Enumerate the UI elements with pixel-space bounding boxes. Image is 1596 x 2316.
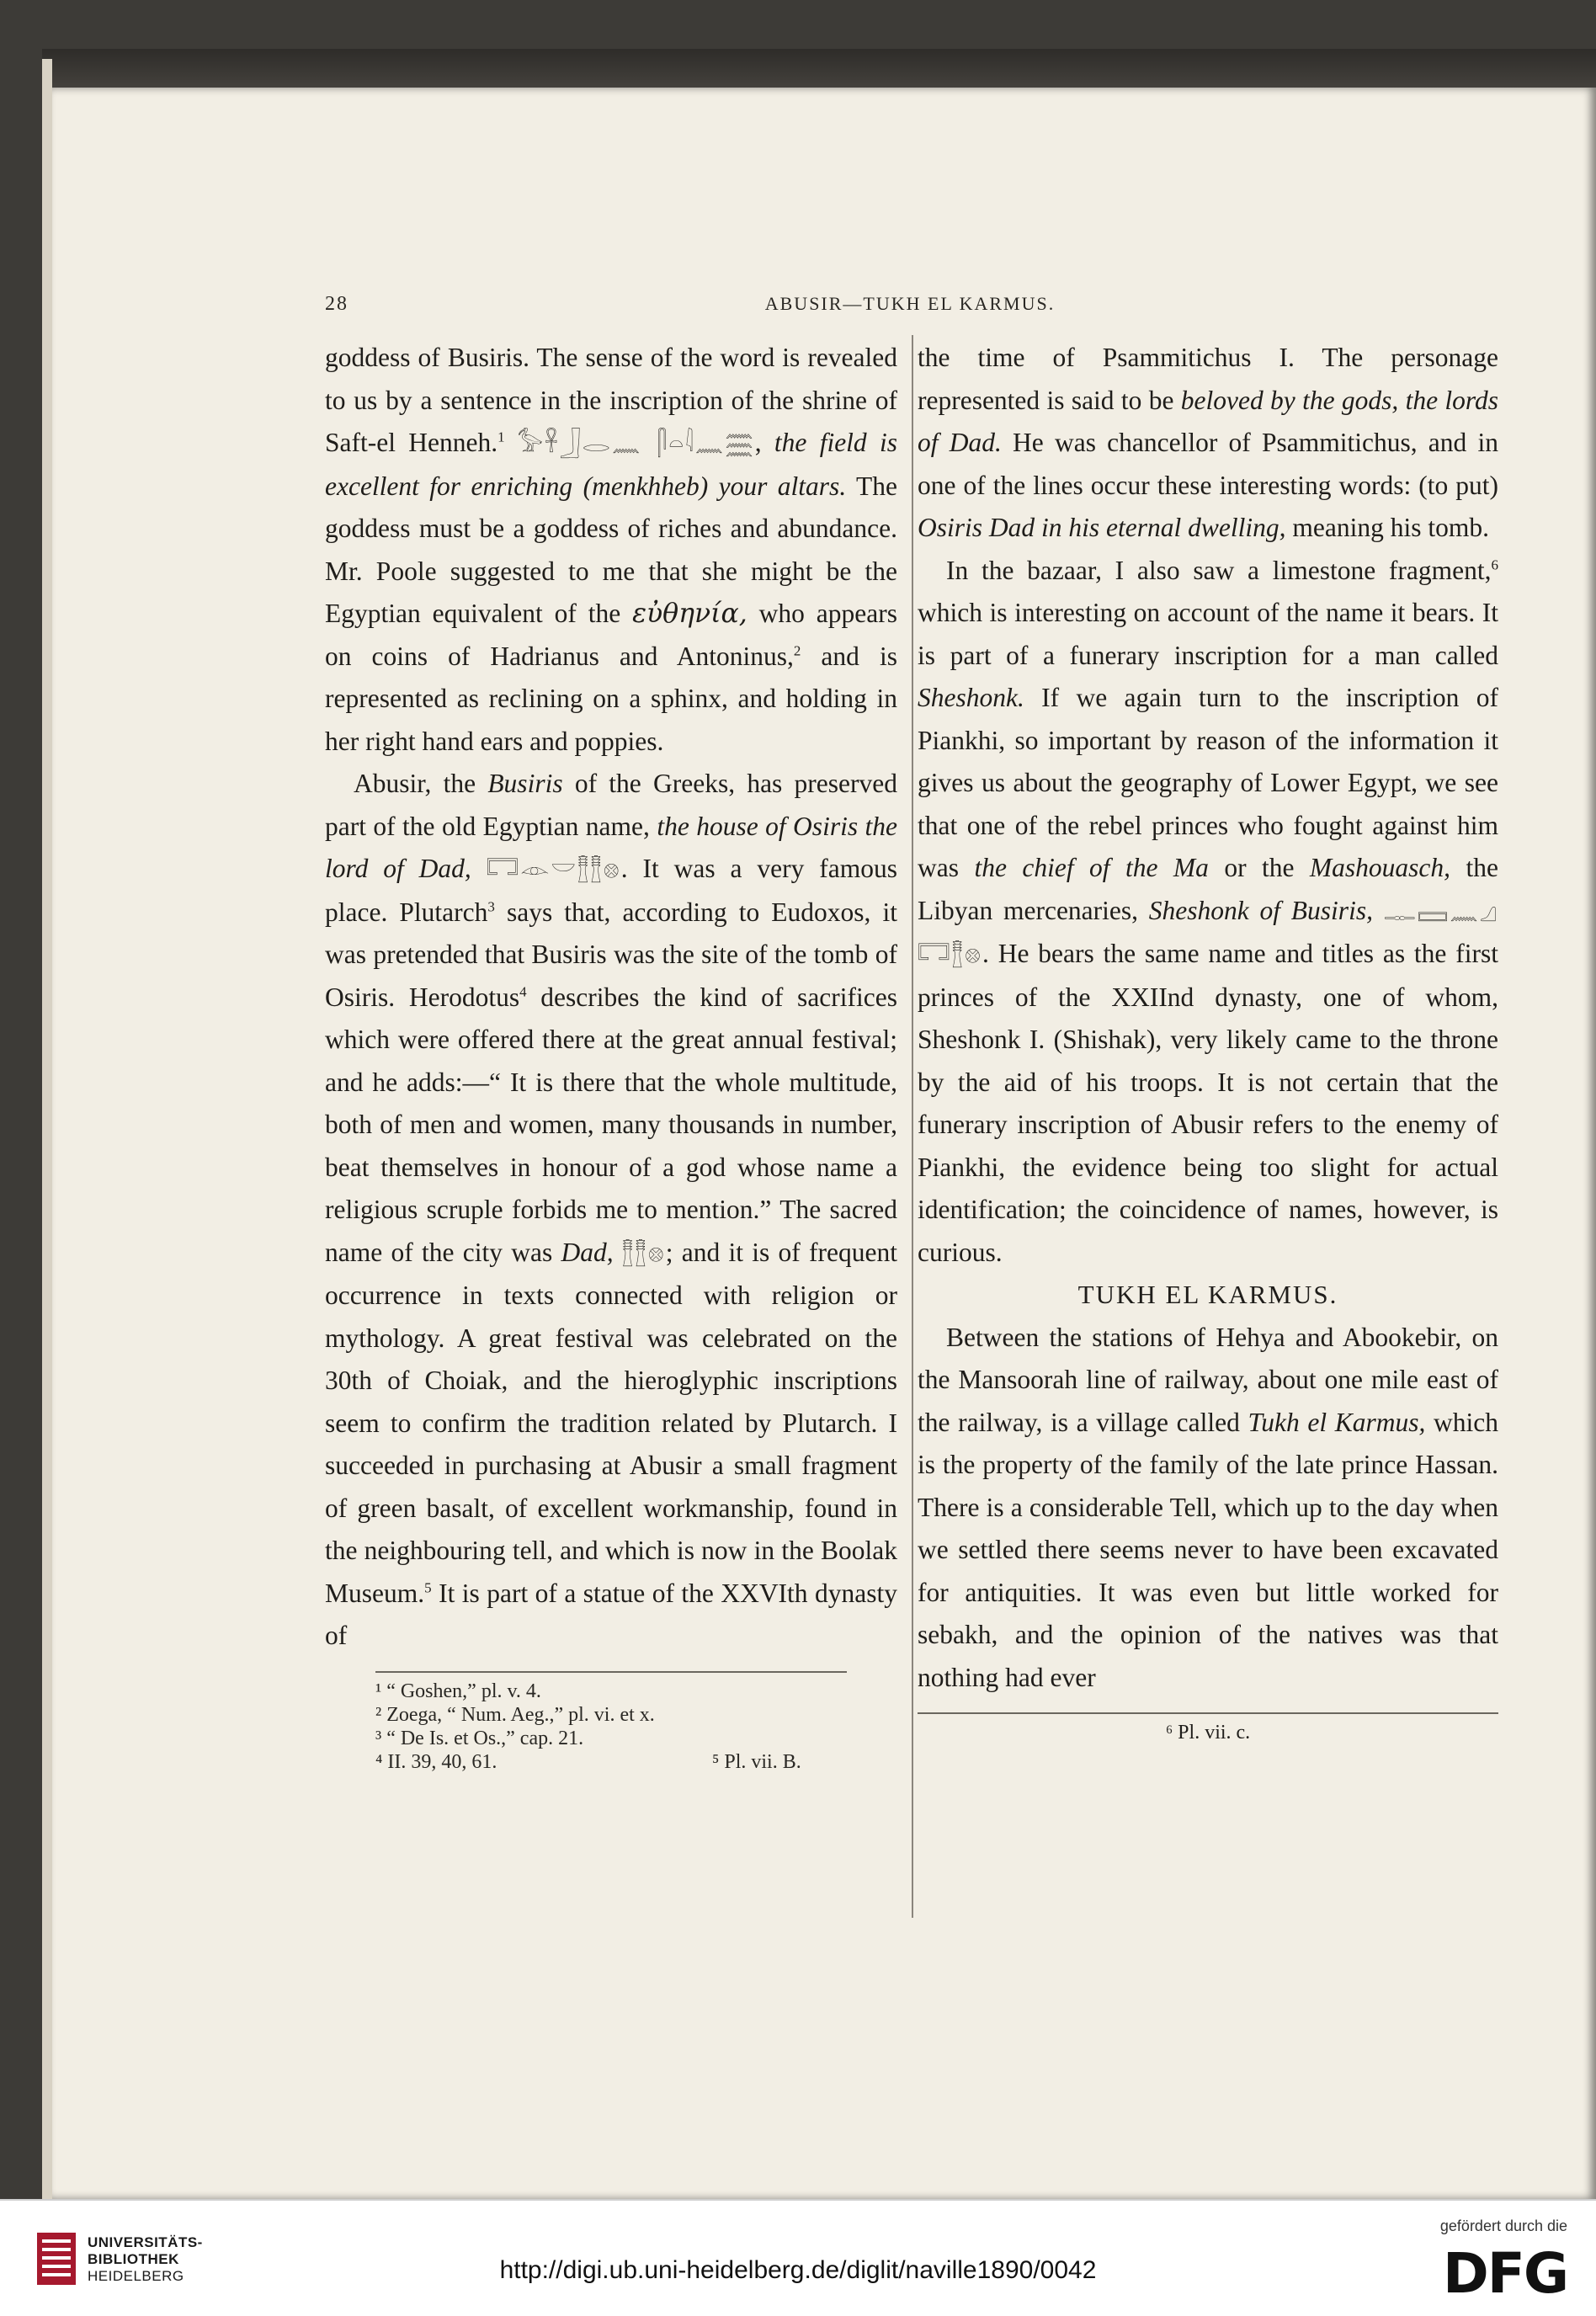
footnote-2: ² Zoega, “ Num. Aeg.,” pl. vi. et x. [375,1703,655,1726]
hieroglyph-inscription: 𓉐𓁹𓎟𓊽𓊽𓊖 [486,855,621,883]
right-column [918,337,1498,1744]
running-title: ABUSIR—TUKH EL KARMUS. [764,293,1056,314]
footnote-ref: 6 [1491,556,1498,572]
viewer-footer [0,2199,1596,2316]
footnote-rule [375,1671,847,1673]
left-paragraph-2: Abusir, the Busiris of the Greeks, has preserved part of the old Egyptian name, the house of Osiris the lord of Dad, 𓉐𓁹𓎟𓊽𓊽𓊖. It was a very famous place. Plutarch$^3$ says that, according to Eudoxos, it was pretended that Busiris was the site of the tomb of Osiris. Herodotus$^4$ describes the kind of sacrifices which were offered there at the great annual festival; and he adds:—“ It is there that the whole multitude, both of men and women, many thousands in number, beat themselves in honour of a god whose name a religious scruple forbids me to mention.” The sacred name of the city was Dad, 𓊽𓊽𓊖; and it is of frequent occurrence in texts connected with religion or mythology. A great festival was celebrated on the 30th of Choiak, and the hieroglyphic inscriptions seem to confirm the tradition related by Plutarch. I succeeded in purchasing at Abusir a small fragment of green basalt, of excellent workmanship, found in the neighbouring tell, and which is now in the Boolak Museum.$^5$ It is part of a statue of the XXVIth dynasty of [325,769,897,1650]
right-paragraph-2: In the bazaar, I also saw a limestone fragment,$^6$ which is interesting on account of the name it bears. It is part of a funerary inscription for a man called Sheshonk. If we again turn to the inscription of Piankhi, so important by reason of the information it gives us about the geography of Lower Egypt, we see that one of the rebel princes who fought against him was the chief of the Ma or the Mashouasch, the Libyan mercenaries, Sheshonk of Busiris, 𓊃𓈙𓈖𓈎 𓉐𓊽𓊖. He bears the same name and titles as the first princes of the XXIInd dynasty, one of whom, Sheshonk I. (Shishak), very likely came to the throne by the aid of his troops. It is not certain that the funerary inscription of Abusir refers to the enemy of Piankhi, the evidence being too slight for actual identification; the coincidence of names, however, is curious. [918,555,1499,1267]
right-paragraph-3: Between the stations of Hehya and Abookebir, on the Mansoorah line of railway, about one mile east of the railway, is a village called Tukh el Karmus, which is the property of the family of the late prince Hassan. There is a considerable Tell, which up to the day when we settled there seems never to have been excavated for antiquities. It was even but little worked for sebakh, and the opinion of the natives was that nothing had ever [918,1322,1498,1692]
footnote-4: ⁴ II. 39, 40, 61. [375,1750,497,1773]
right-paragraph-1: the time of Psammitichus I. The personage represented is said to be beloved by the gods, the lords of Dad. He was chancellor of Psammitichus, and in one of the lines occur these interesting words: (to put) Osiris Dad in his eternal dwelling, meaning his tomb. [918,343,1498,542]
library-name[interactable]: UNIVERSITÄTS- BIBLIOTHEK HEIDELBERG [88,2234,203,2284]
footer-separator [0,2199,1596,2201]
page-header [325,293,1495,327]
footnote-ref: 1 [497,429,505,445]
footnote-5: ⁵ Pl. vii. B. [712,1750,801,1773]
footnote-3: ³ “ De Is. et Os.,” cap. 21. [375,1727,584,1749]
footnote-1: ¹ “ Goshen,” pl. v. 4. [375,1680,541,1702]
footnote-ref: 2 [793,642,801,658]
hieroglyph-inscription: 𓊽𓊽𓊖 [621,1238,666,1267]
footnote-rule [918,1712,1498,1714]
footnote-ref: 5 [424,1579,432,1595]
footnote-4-row [375,1750,897,1774]
section-heading: TUKH EL KARMUS. [1077,1280,1338,1309]
hieroglyph-inscription: 𓅞𓋹𓃀𓂋𓈖 𓋴𓏏𓇋𓈖𓈗 [517,429,755,457]
column-divider [912,335,913,1918]
footnotes-left [325,1680,897,1774]
footnote-ref: 3 [487,898,495,914]
page-number: 28 [325,293,348,315]
left-column [325,337,897,1774]
hieroglyph-inscription: 𓊃𓈙𓈖𓈎 𓉐𓊽𓊖 [918,897,1499,968]
sponsor-label: gefördert durch die [1439,2218,1567,2234]
footnote-6: ⁶ Pl. vii. c. [1165,1722,1251,1744]
page-left-edge [42,59,52,2199]
left-paragraph-1: goddess of Busiris. The sense of the word is revealed to us by a sentence in the inscription of the shrine of Saft-el Henneh.$^1$ 𓅞𓋹𓃀𓂋𓈖 𓋴𓏏𓇋𓈖𓈗, the field is excellent for enriching (menkhheb) your altars. The goddess must be a goddess of riches and abundance. Mr. Poole suggested to me that she might be the Egyptian equivalent of the εὐθηνία, who appears on coins of Hadrianus and Antoninus,$^2$ and is represented as reclining on a sphinx, and holding in her right hand ears and poppies. [325,343,898,756]
footnote-ref: 4 [519,983,527,999]
greek-word: εὐθηνία, [632,599,747,629]
dfg-logo-icon[interactable]: DFG [1442,2241,1567,2306]
permalink-url[interactable]: http://digi.ub.uni-heidelberg.de/diglit/naville1890/0042 [499,2256,1097,2284]
